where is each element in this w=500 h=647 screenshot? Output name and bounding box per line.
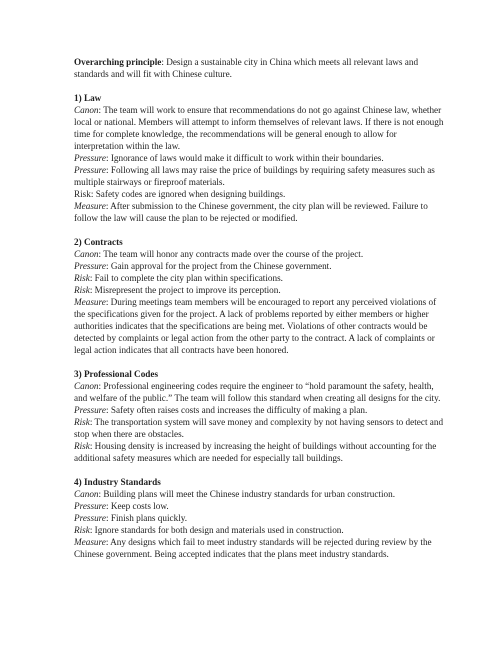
section-heading: 4) Industry Standards — [74, 477, 161, 487]
section-contracts — [74, 236, 444, 356]
paragraph — [74, 440, 444, 464]
section-industry-standards — [74, 476, 444, 560]
paragraph-lead: Measure — [74, 537, 106, 547]
paragraph-text: : Gain approval for the project from the Chinese government. — [105, 261, 332, 271]
intro-label: Overarching principle — [74, 57, 162, 67]
section-heading: 1) Law — [74, 93, 102, 103]
paragraph-lead: Canon — [74, 381, 99, 391]
paragraph — [74, 164, 444, 188]
paragraph-lead: Risk — [74, 441, 90, 451]
paragraph-text: : Building plans will meet the Chinese industry standards for urban construction. — [98, 489, 396, 499]
paragraph — [74, 188, 444, 200]
document-page — [74, 56, 444, 572]
intro-paragraph — [74, 56, 444, 80]
paragraph — [74, 404, 444, 416]
paragraph — [74, 272, 444, 284]
paragraph-lead: Risk — [74, 525, 90, 535]
paragraph-text: : During meetings team members will be encouraged to report any perceived violations of the specifications given for the project. A lack of problems reported by either members or higher authorities indicates that the specifications are being met. Violations of other contracts would be detected by complaints or legal action from the other party to the contract. A lack of complaints or legal action indicates that all contracts have been honored. — [74, 297, 437, 355]
paragraph — [74, 104, 444, 152]
paragraph-text: : Safety often raises costs and increases the difficulty of making a plan. — [105, 405, 368, 415]
paragraph — [74, 536, 444, 560]
section-law — [74, 92, 444, 224]
paragraph-lead: Canon — [74, 249, 99, 259]
paragraph — [74, 296, 444, 356]
paragraph — [74, 488, 444, 500]
paragraph-text: : Keep costs low. — [105, 501, 169, 511]
paragraph-text: : Following all laws may raise the price of buildings by requiring safety measures such as multiple stairways or fireproof materials. — [74, 165, 435, 187]
paragraph — [74, 380, 444, 404]
paragraph — [74, 500, 444, 512]
paragraph-lead: Canon — [74, 489, 99, 499]
paragraph-lead: Risk — [74, 417, 90, 427]
intro-text: : Design a sustainable city in China which meets all relevant laws and standards and will fit with Chinese culture. — [74, 57, 419, 79]
paragraph — [74, 248, 444, 260]
paragraph-text: : Ignore standards for both design and materials used in construction. — [89, 525, 344, 535]
paragraph-lead: Pressure — [74, 501, 106, 511]
paragraph-lead: Risk — [74, 285, 90, 295]
paragraph — [74, 260, 444, 272]
paragraph-lead: Pressure — [74, 261, 106, 271]
paragraph-text: : After submission to the Chinese government, the city plan will be reviewed. Failure to follow the law will cause the plan to be rejected or modified. — [74, 201, 428, 223]
paragraph-lead: Risk — [74, 273, 90, 283]
paragraph-text: : Housing density is increased by increasing the height of buildings without accounting for the additional safety measures which are needed for especially tall buildings. — [74, 441, 437, 463]
paragraph-text: : The transportation system will save money and complexity by not having sensors to detect and stop when there are obstacles. — [74, 417, 444, 439]
section-heading: 3) Professional Codes — [74, 369, 159, 379]
paragraph-lead: Pressure — [74, 165, 106, 175]
paragraph-lead: Measure — [74, 201, 106, 211]
paragraph-text: : Misrepresent the project to improve its perception. — [89, 285, 281, 295]
paragraph-text: : The team will honor any contracts made over the course of the project. — [98, 249, 364, 259]
paragraph-text: : Ignorance of laws would make it difficult to work within their boundaries. — [105, 153, 384, 163]
paragraph-lead: Measure — [74, 297, 106, 307]
paragraph-text: : Fail to complete the city plan within specifications. — [89, 273, 283, 283]
paragraph-text: Risk: Safety codes are ignored when designing buildings. — [74, 189, 286, 199]
paragraph — [74, 512, 444, 524]
paragraph — [74, 152, 444, 164]
paragraph-text: : Professional engineering codes require the engineer to “hold paramount the safety, health, and welfare of the public.” The team will follow this standard when creating all designs for the city. — [74, 381, 441, 403]
section-heading: 2) Contracts — [74, 237, 123, 247]
paragraph-text: : The team will work to ensure that recommendations do not go against Chinese law, whether local or national. Members will attempt to inform themselves of relevant laws. If there is not enough time for complete knowledge, the recommendations will be general enough to allow for interpretation within the law. — [74, 105, 444, 151]
paragraph — [74, 284, 444, 296]
paragraph — [74, 524, 444, 536]
paragraph — [74, 416, 444, 440]
paragraph — [74, 200, 444, 224]
paragraph-text: : Any designs which fail to meet industry standards will be rejected during review by the Chinese government. Being accepted indicates that the plans meet industry standards. — [74, 537, 432, 559]
paragraph-lead: Pressure — [74, 153, 106, 163]
paragraph-lead: Canon — [74, 105, 99, 115]
paragraph-text: : Finish plans quickly. — [105, 513, 188, 523]
paragraph-lead: Pressure — [74, 405, 106, 415]
paragraph-lead: Pressure — [74, 513, 106, 523]
section-professional-codes — [74, 368, 444, 464]
